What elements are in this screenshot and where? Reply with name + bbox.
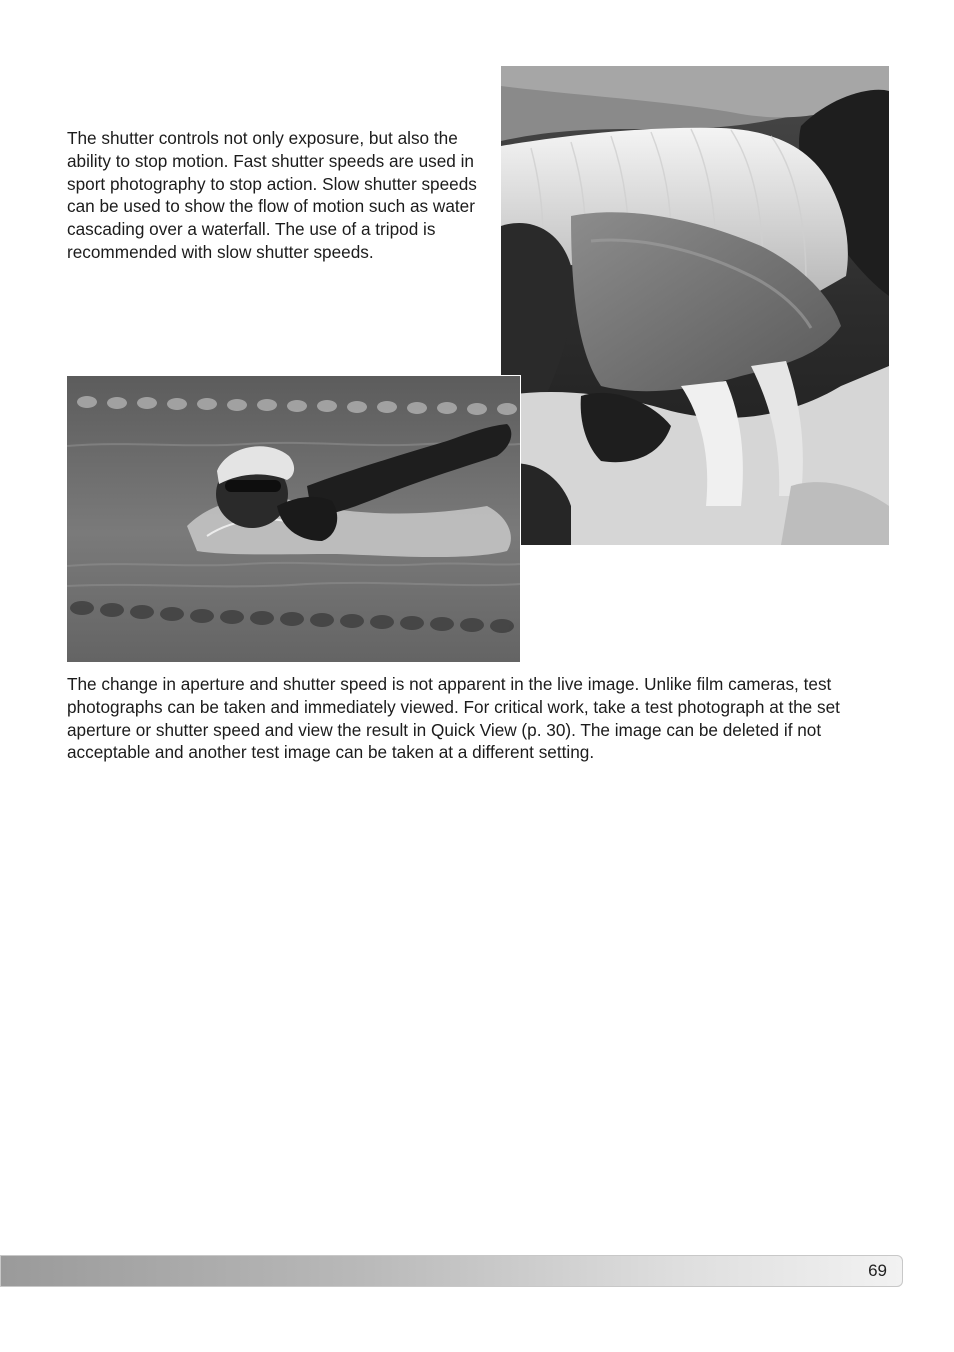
footer-bar (0, 1255, 903, 1287)
page-number: 69 (868, 1261, 887, 1280)
body-paragraph-test-photographs: The change in aperture and shutter speed is not apparent in the live image. Unlike film cameras, test photographs can be taken and immediately viewed. For critical work, take a test photograph at the set aperture or shutter speed and view the result in Quick View (p. 30). The image can be deleted if not acceptable and another test image can be taken at a different setting. (67, 674, 840, 763)
waterfall-photo (501, 66, 889, 545)
swimmer-photo (67, 376, 520, 662)
body-paragraph-shutter-motion: The shutter controls not only exposure, but also the ability to stop motion. Fast shutter speeds are used in sport photography to stop action. Slow shutter speeds can be used to show the flow of motion such as water cascading over a waterfall. The use of a tripod is recommended with slow shutter speeds. (67, 128, 477, 262)
